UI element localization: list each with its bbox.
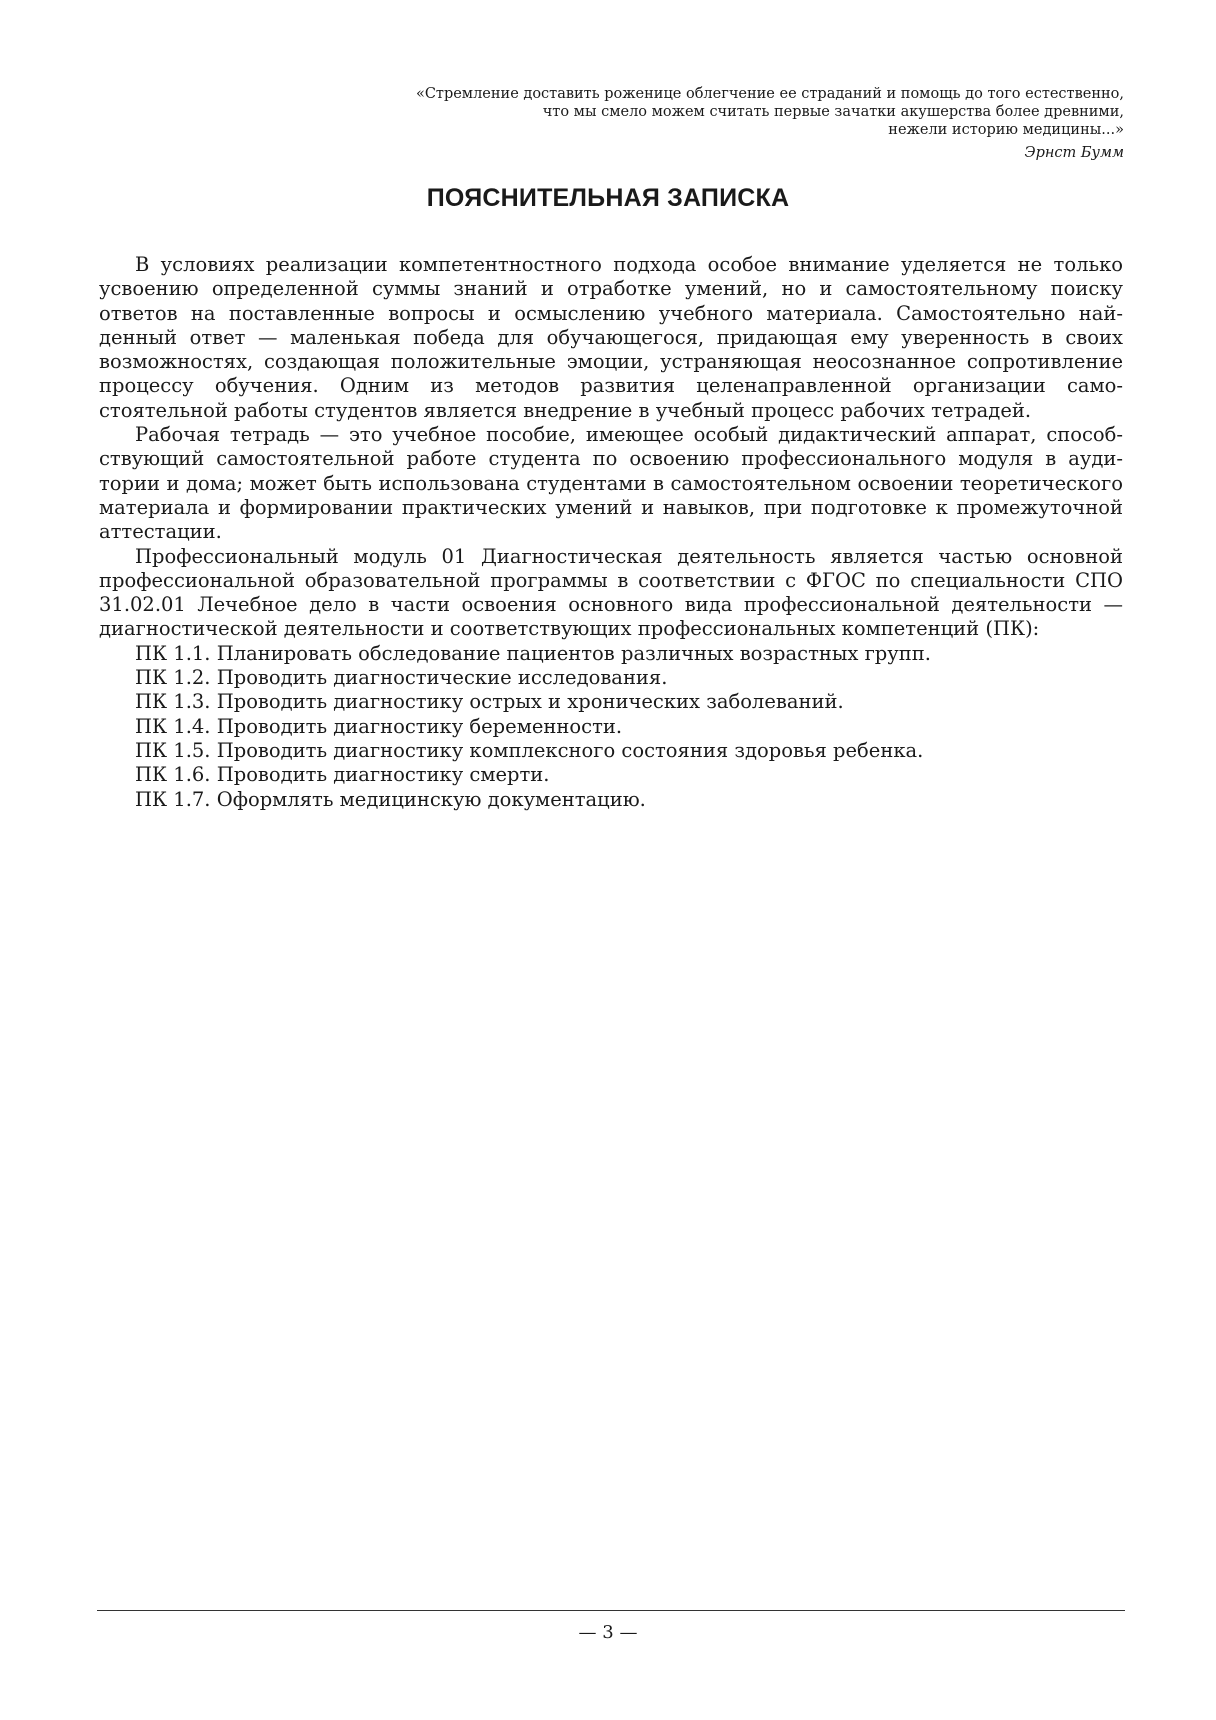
epigraph-author: Эрнст Бумм [1024, 145, 1124, 161]
competency-item: ПК 1.5. Проводить диагностику комплексного состояния здоровья ребенка. [135, 738, 924, 762]
paragraph: Профессиональный модуль 01 Диагностическая деятельность является частью основной профессиональной образовательной программы в соответствии с ФГОС по специальности СПО 31.02.01 Лечебное дело в части освоения основного вида профессиональной деятельности — диагностической деятельности и соответствующих профессиональных компетенций (ПК): [99, 544, 1123, 641]
footer-divider [97, 1610, 1125, 1611]
epigraph [224, 85, 1124, 162]
competency-list [99, 642, 1123, 812]
competency-item: ПК 1.7. Оформлять медицинскую документацию. [135, 787, 646, 811]
competency-item: ПК 1.1. Планировать обследование пациентов различных возрастных групп. [135, 641, 931, 665]
competency-item: ПК 1.4. Проводить диагностику беременности. [135, 714, 623, 738]
epigraph-line: что мы смело можем считать первые зачатки акушерства более древними, [542, 104, 1124, 120]
paragraph: В условиях реализации компетентностного подхода особое внимание уделяется не только усвоению определенной суммы знаний и отработке умений, но и самостоятельному поиску ответов на поставленные вопросы и осмыслению учебного материала. Самостоятельно найденный ответ — маленькая победа для обучающегося, придающая ему уверенность в своих возможностях, создающая положительные эмоции, устраняющая неосознанное сопротивление процессу обучения. Одним из методов развития целенаправленной организации самостоятельной работы студентов является внедрение в учебный процесс рабочих тетрадей. [99, 253, 1123, 422]
page-number: — 3 — [578, 1622, 638, 1643]
epigraph-line: «Стремление доставить роженице облегчение ее страданий и помощь до того естественно, [415, 86, 1124, 102]
competency-item: ПК 1.3. Проводить диагностику острых и хронических заболеваний. [135, 690, 844, 714]
page-title: ПОЯСНИТЕЛЬНАЯ ЗАПИСКА [426, 184, 790, 212]
competency-item: ПК 1.2. Проводить диагностические исследования. [135, 666, 668, 690]
document-body [99, 253, 1123, 812]
competency-item: ПК 1.6. Проводить диагностику смерти. [135, 763, 550, 787]
epigraph-line: нежели историю медицины...» [888, 122, 1124, 138]
paragraph: Рабочая тетрадь — это учебное пособие, имеющее особый дидактический аппарат, способствующий самостоятельной работе студента по освоению профессионального модуля в аудитории и дома; может быть использована студентами в самостоятельном освоении теоретического материала и формировании практических умений и навыков, при подготовке к промежуточной аттестации. [99, 423, 1123, 544]
